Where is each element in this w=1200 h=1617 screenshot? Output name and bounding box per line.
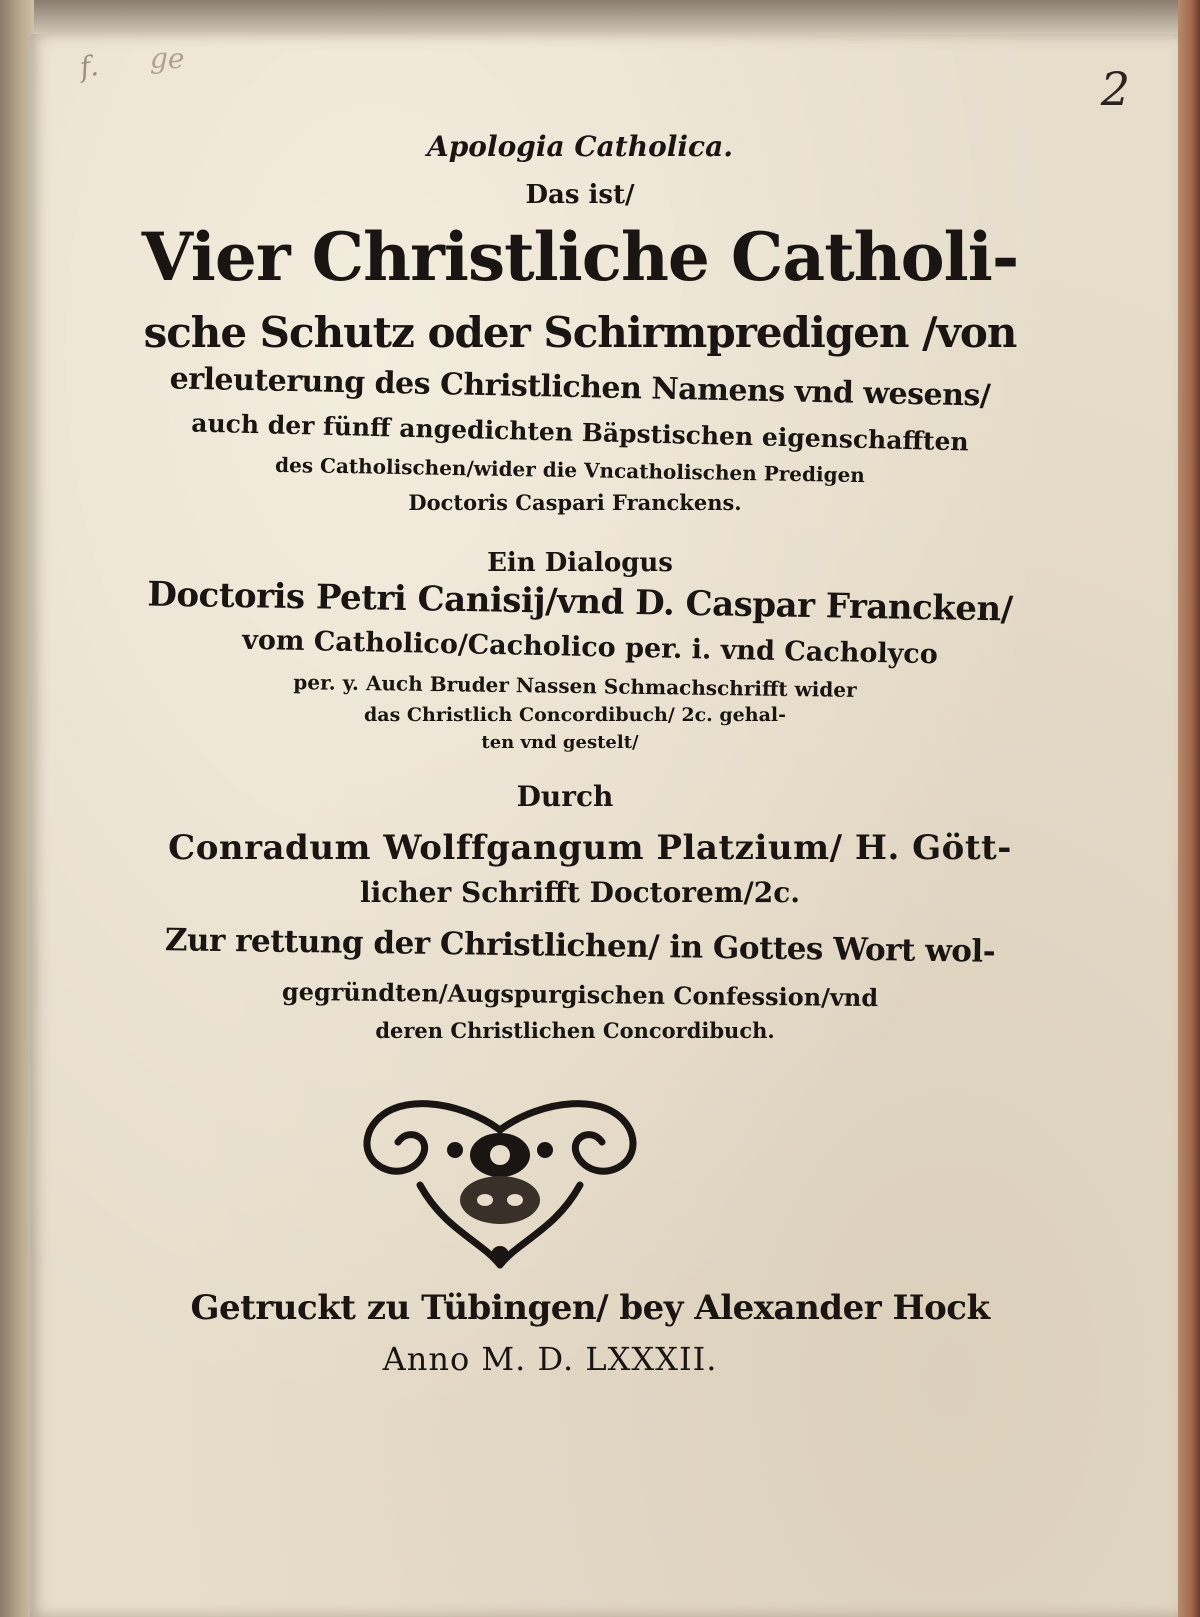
purpose-line-1: Zur rettung der Christlichen/ in Gottes Wort wol-: [164, 922, 996, 970]
imprint-line-1: Getruckt zu Tübingen/ bey Alexander Hock: [190, 1288, 990, 1328]
imprint-line-2: Anno M. D. LXXXII.: [382, 1340, 718, 1378]
author-line-1: Conradum Wolffgangum Platzium/ H. Gött-: [168, 828, 1012, 868]
dialog-line-1: Doctoris Petri Canisij/vnd D. Caspar Francken/: [147, 574, 1013, 630]
marginal-note-a: f.: [77, 48, 101, 85]
dialog-line-4: das Christlich Concordibuch/ 2c. gehal-: [364, 704, 786, 726]
title-line-4: auch der fünff angedichten Bäpstischen eigenschafften: [190, 408, 969, 457]
title-line-5: des Catholischen/wider die Vncatholischen Predigen: [274, 452, 866, 488]
dialog-line-5: ten vnd gestelt/: [481, 732, 639, 753]
marginal-note-b: ge: [150, 42, 185, 75]
title-apologia: Apologia Catholica.: [426, 130, 733, 163]
title-line-3: erleuterung des Christlichen Namens vnd wesens/: [169, 361, 991, 414]
author-durch: Durch: [516, 780, 614, 813]
author-line-2: licher Schrifft Doctorem/2c.: [360, 876, 800, 909]
dialog-line-2: vom Catholico/Cacholico per. i. vnd Cacholyco: [241, 624, 939, 671]
purpose-line-3: deren Christlichen Concordibuch.: [375, 1018, 775, 1043]
purpose-line-2: gegründten/Augspurgischen Confession/vnd: [281, 976, 879, 1013]
title-main-line-2: sche Schutz oder Schirmpredigen /von: [143, 308, 1017, 357]
right-edge-binding: [1178, 0, 1200, 1617]
title-das-ist: Das ist/: [525, 180, 635, 210]
dialog-heading: Ein Dialogus: [487, 548, 673, 578]
dialog-line-3: per. y. Auch Bruder Nassen Schmachschrifft wider: [293, 670, 857, 702]
folio-number: 2: [1100, 62, 1130, 116]
top-edge-shadow: [0, 0, 1200, 38]
title-line-6: Doctoris Caspari Franckens.: [408, 490, 742, 515]
printers-ornament: [350, 1090, 650, 1270]
title-main-line-1: Vier Christliche Catholi-: [141, 218, 1019, 296]
